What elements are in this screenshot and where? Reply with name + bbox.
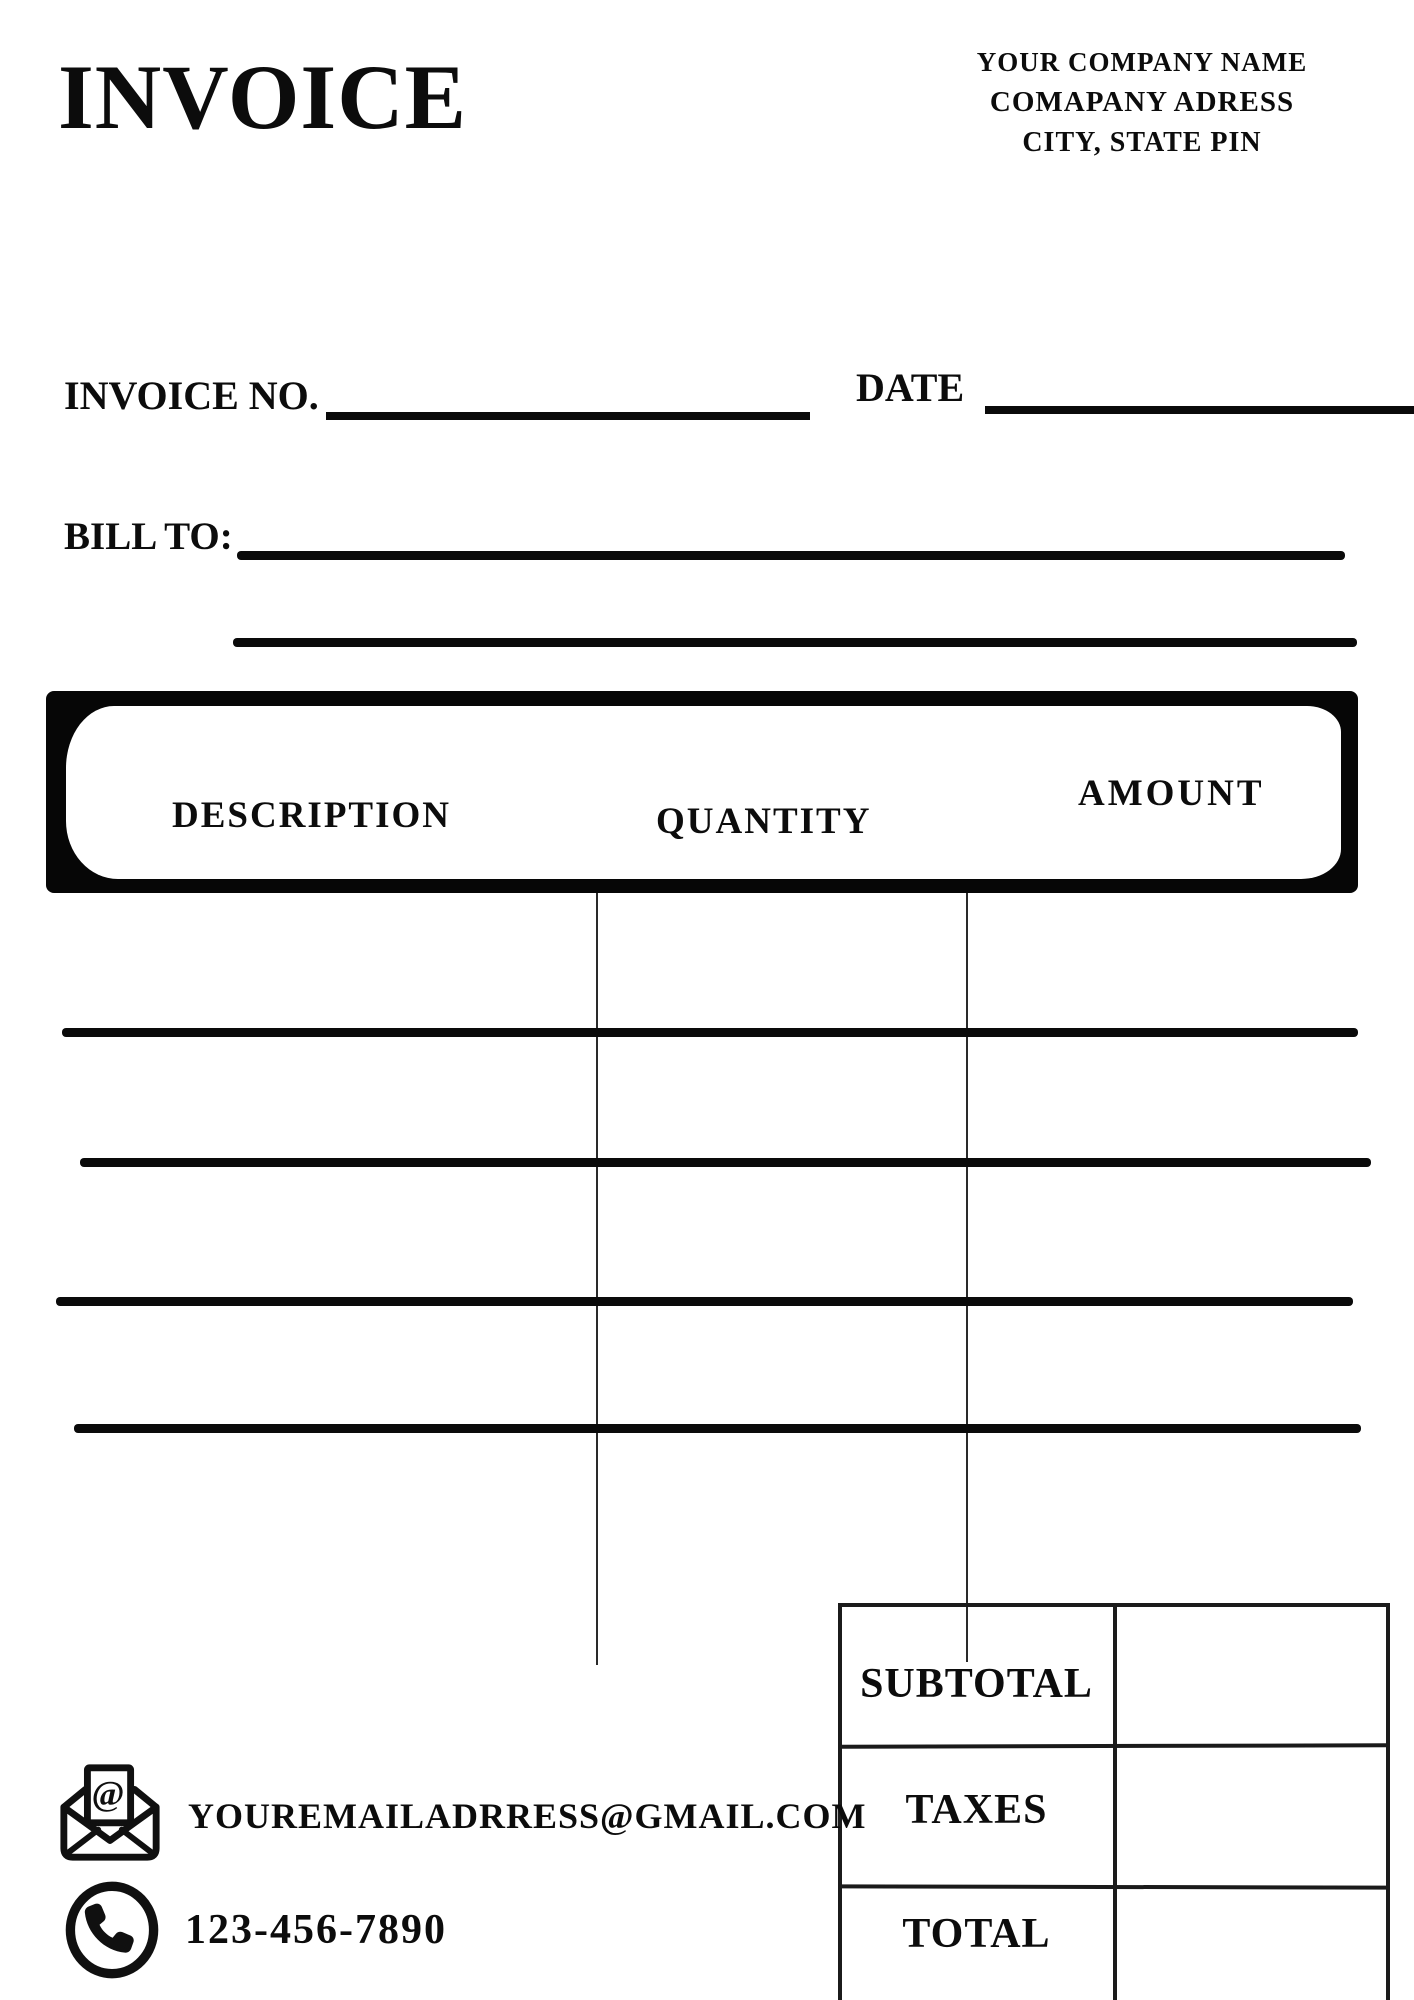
subtotal-label: SUBTOTAL bbox=[860, 1661, 1093, 1707]
bill-to-line-2 bbox=[233, 638, 1357, 647]
company-name: YOUR COMPANY NAME bbox=[976, 47, 1308, 77]
date-underline bbox=[985, 406, 1414, 414]
email-address-text: YOUREMAILADRRESS@GMAIL.COM bbox=[188, 1796, 867, 1836]
page-title: INVOICE bbox=[58, 46, 468, 148]
taxes-value-cell bbox=[1117, 1748, 1386, 1885]
date-label: DATE bbox=[856, 365, 965, 410]
company-address: COMAPANY ADRESS bbox=[989, 86, 1295, 118]
total-label: TOTAL bbox=[902, 1911, 1051, 1957]
bill-to-line-1 bbox=[237, 551, 1345, 560]
envelope-at-icon bbox=[56, 1762, 164, 1864]
phone-number-text: 123-456-7890 bbox=[185, 1907, 447, 1953]
item-row-line-4 bbox=[74, 1424, 1361, 1433]
invoice-no-underline bbox=[326, 412, 810, 420]
column-divider-line-1 bbox=[596, 893, 598, 1665]
total-value-cell bbox=[1117, 1889, 1386, 2000]
invoice-no-label: INVOICE NO. bbox=[64, 373, 319, 418]
totals-box-right-border bbox=[1386, 1603, 1390, 2000]
company-city: CITY, STATE PIN bbox=[1022, 127, 1262, 158]
bill-to-label: BILL TO: bbox=[64, 515, 233, 558]
company-block bbox=[930, 42, 1354, 163]
item-row-line-1 bbox=[62, 1028, 1358, 1037]
item-row-line-2 bbox=[80, 1158, 1371, 1167]
column-header-amount: AMOUNT bbox=[1078, 773, 1265, 814]
svg-text:@: @ bbox=[91, 1774, 125, 1814]
taxes-label: TAXES bbox=[905, 1787, 1048, 1833]
column-divider-line-2 bbox=[966, 893, 968, 1662]
column-header-quantity: QUANTITY bbox=[656, 801, 872, 842]
item-row-line-3 bbox=[56, 1297, 1353, 1306]
phone-circle-icon bbox=[60, 1876, 164, 1984]
column-header-description: DESCRIPTION bbox=[172, 795, 451, 836]
subtotal-value-cell bbox=[1117, 1607, 1386, 1744]
